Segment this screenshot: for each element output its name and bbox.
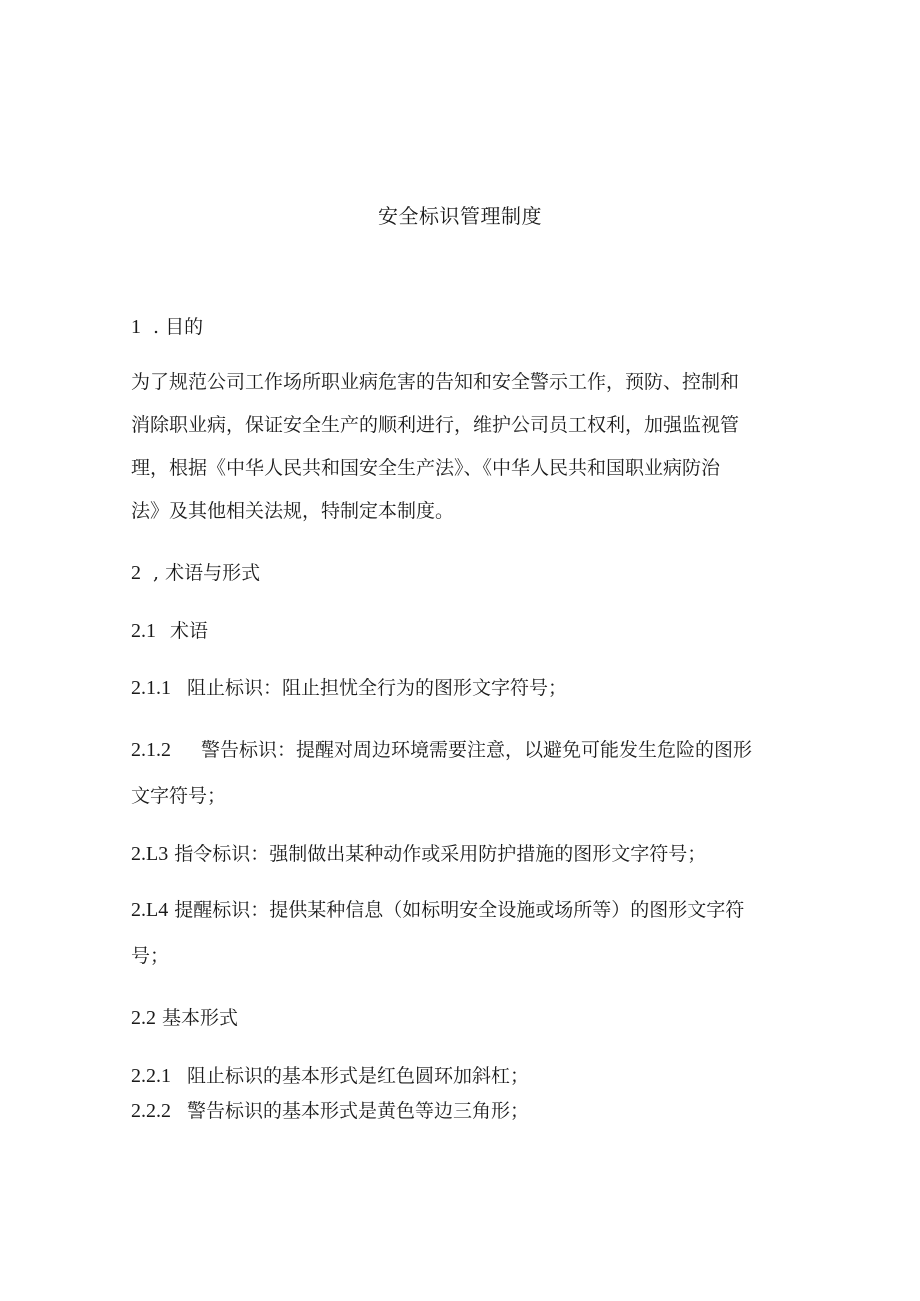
section-2-2-heading (131, 1004, 238, 1032)
item-text: 阻止标识：阻止担忧全行为的图形文字符号； (187, 677, 568, 699)
section-1-body-line-1: 为了规范公司工作场所职业病危害的告知和安全警示工作，预防、控制和 (131, 371, 740, 393)
document-title: 安全标识管理制度 (378, 204, 542, 228)
section-2-1-heading (131, 617, 208, 645)
section-number: 1 (131, 316, 141, 338)
item-number: 2.L4 (131, 899, 169, 921)
section-2-heading (131, 559, 260, 587)
item-text: 指令标识：强制做出某种动作或采用防护措施的图形文字符号； (174, 843, 707, 865)
item-text: 阻止标识的基本形式是红色圆环加斜杠； (187, 1065, 530, 1087)
section-title: 术语 (170, 620, 209, 642)
item-2-1-2 (131, 736, 752, 764)
section-title: 基本形式 (162, 1007, 239, 1029)
section-number: 2 (131, 562, 141, 584)
item-number: 2.1.1 (131, 677, 171, 699)
section-title: . 目的 (153, 316, 204, 338)
item-text-line-1: 警告标识：提醒对周边环境需要注意，以避免可能发生危险的图形 (201, 739, 753, 761)
item-text: 警告标识的基本形式是黄色等边三角形； (187, 1100, 530, 1122)
section-number: 2.1 (131, 620, 156, 642)
item-2-1-1 (131, 674, 567, 702)
section-title: , 术语与形式 (153, 562, 261, 584)
item-2-2-2 (131, 1097, 529, 1125)
item-number: 2.2.1 (131, 1065, 171, 1087)
item-2-1-2-line-2: 文字符号； (131, 785, 227, 807)
item-number: 2.1.2 (131, 739, 171, 761)
section-1-body-line-3: 理，根据《中华人民共和国安全生产法》、《中华人民共和国职业病防治 (131, 457, 721, 479)
item-2-1-4 (131, 896, 744, 924)
section-1-heading (131, 313, 203, 341)
item-2-2-1 (131, 1062, 529, 1090)
item-number: 2.2.2 (131, 1100, 171, 1122)
item-2-1-3 (131, 840, 706, 868)
section-number: 2.2 (131, 1007, 156, 1029)
section-1-body-line-4: 法》及其他相关法规，特制定本制度。 (131, 500, 455, 522)
item-2-1-4-line-2: 号； (131, 945, 170, 967)
item-number: 2.L3 (131, 843, 169, 865)
section-1-body-line-2: 消除职业病，保证安全生产的顺利进行，维护公司员工权利，加强监视管 (131, 414, 740, 436)
item-text-line-1: 提醒标识：提供某种信息（如标明安全设施或场所等）的图形文字符 (174, 899, 745, 921)
